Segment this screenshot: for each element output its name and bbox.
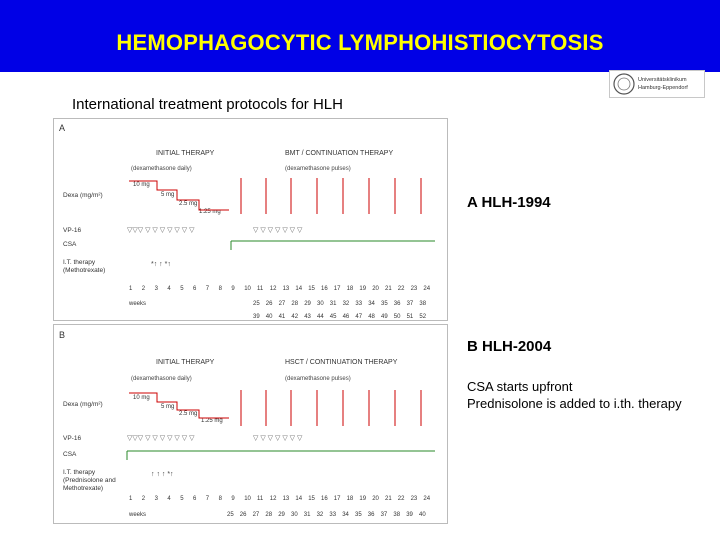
panel-a-row-it: I.T. therapy [63, 259, 96, 266]
week-number: 13 [282, 496, 290, 502]
week-number: 12 [269, 286, 277, 292]
week-number: 18 [346, 496, 354, 502]
week-number: 1 [129, 496, 133, 502]
panel-a-row-csa: CSA [63, 241, 77, 248]
protocol-label-a: A HLH-1994 [467, 194, 551, 211]
week-number: 37 [406, 301, 414, 307]
panel-b-row-it-sub1: (Prednisolone and [63, 477, 116, 484]
protocol-figure [53, 118, 449, 524]
panel-b-letter: B [59, 330, 66, 340]
week-number: 2 [141, 286, 146, 292]
week-number: 21 [385, 496, 392, 502]
week-number: 32 [342, 301, 350, 307]
panel-b-dose-1-25: 1.25 mg [201, 418, 223, 424]
note-prednisolone: Prednisolone is added to i.th. therapy [467, 396, 682, 411]
week-number: 14 [295, 496, 303, 502]
week-number: 30 [291, 512, 298, 518]
panel-b-maintenance-sub: (dexamethasone pulses) [285, 376, 351, 382]
week-number: 49 [381, 314, 388, 320]
panel-a-initial-phase: INITIAL THERAPY [156, 150, 215, 157]
week-number: 16 [321, 496, 328, 502]
week-number: 47 [355, 314, 363, 320]
panel-a-weeks-label: weeks [129, 301, 147, 307]
week-number: 29 [304, 301, 311, 307]
panel-b-row-csa: CSA [63, 451, 77, 458]
panel-b-dose-10: 10 mg [133, 395, 150, 401]
week-number: 14 [295, 286, 303, 292]
panel-b-initial-sub: (dexamethasone daily) [131, 376, 192, 382]
panel-a-dose-5: 5 mg [161, 192, 175, 198]
week-number: 31 [329, 301, 337, 307]
week-number: 11 [257, 286, 264, 292]
week-number: 48 [368, 314, 375, 320]
panel-a-dose-10: 10 mg [133, 182, 150, 188]
week-number: 26 [265, 301, 273, 307]
week-number: 2 [141, 496, 146, 502]
week-number: 44 [317, 314, 324, 320]
protocol-label-b: B HLH-2004 [467, 338, 552, 355]
week-number: 22 [397, 286, 405, 292]
week-number: 30 [317, 301, 324, 307]
panel-b-it-markers: ↑ ↑ ↑ *↑ [151, 471, 174, 478]
week-number: 33 [355, 301, 363, 307]
week-number: 46 [342, 314, 350, 320]
week-number: 50 [393, 314, 401, 320]
svg-text:▽ ▽ ▽ ▽: ▽ ▽ ▽ ▽ ▽ ▽ ▽ [253, 435, 303, 442]
week-number: 3 [154, 286, 158, 292]
panel-b-row-vp16: VP-16 [63, 435, 82, 442]
week-number: 25 [253, 301, 260, 307]
week-number: 21 [385, 286, 392, 292]
panel-a-maintenance-sub: (dexamethasone pulses) [285, 166, 351, 172]
week-number: 18 [346, 286, 354, 292]
week-number: 20 [372, 286, 379, 292]
week-number: 11 [257, 496, 264, 502]
panel-a-dose-2-5: 2.5 mg [179, 201, 198, 207]
week-number: 16 [321, 286, 328, 292]
week-number: 36 [393, 301, 401, 307]
week-number: 17 [333, 286, 341, 292]
week-number: 6 [193, 496, 197, 502]
week-number: 3 [154, 496, 158, 502]
week-number: 19 [359, 286, 367, 292]
week-number: 7 [205, 496, 210, 502]
week-number: 52 [419, 314, 427, 320]
week-number: 4 [167, 496, 171, 502]
week-number: 10 [244, 286, 251, 292]
week-number: 36 [367, 512, 375, 518]
week-number: 39 [406, 512, 413, 518]
week-number: 17 [333, 496, 341, 502]
panel-a-row-vp16: VP-16 [63, 227, 82, 234]
week-number: 34 [368, 301, 375, 307]
panel-b-initial-phase: INITIAL THERAPY [156, 359, 215, 366]
week-number: 1 [129, 286, 133, 292]
svg-text:▽▽▽ ▽ ▽ ▽ ▽ ▽ ▽ ▽: ▽▽▽ ▽ ▽ ▽ ▽ ▽ ▽ ▽ [127, 435, 195, 442]
week-number: 8 [218, 496, 222, 502]
week-number: 9 [231, 496, 235, 502]
note-csa: CSA starts upfront [467, 379, 573, 394]
logo-text-2: Hamburg-Eppendorf [638, 85, 688, 91]
panel-b-dose-2-5: 2.5 mg [179, 411, 198, 417]
panel-b-row-it-sub2: Methotrexate) [63, 485, 104, 492]
week-number: 40 [419, 512, 426, 518]
week-number: 28 [291, 301, 299, 307]
panel-a-letter: A [59, 123, 66, 133]
week-number: 10 [244, 496, 251, 502]
panel-a-row-it-sub: (Methotrexate) [63, 267, 106, 274]
panel-b-maintenance-phase: HSCT / CONTINUATION THERAPY [285, 359, 398, 366]
week-number: 45 [329, 314, 337, 320]
panel-a-dose-label: Dexa (mg/m²) [63, 192, 103, 199]
panel-b-dose-5: 5 mg [161, 404, 175, 410]
week-number: 35 [355, 512, 362, 518]
week-number: 15 [308, 286, 315, 292]
week-number: 8 [218, 286, 222, 292]
week-number: 27 [278, 301, 286, 307]
week-number: 24 [423, 496, 431, 502]
panel-a-it-markers: *↑ ↑ *↑ [151, 261, 171, 268]
week-number: 13 [282, 286, 290, 292]
week-number: 38 [393, 512, 401, 518]
week-number: 38 [419, 301, 427, 307]
week-number: 4 [167, 286, 171, 292]
week-number: 22 [397, 496, 405, 502]
week-number: 42 [291, 314, 299, 320]
week-number: 31 [303, 512, 311, 518]
panel-a-dose-1-25: 1.25 mg [199, 209, 221, 215]
panel-a-initial-sub: (dexamethasone daily) [131, 166, 192, 172]
week-number: 43 [304, 314, 311, 320]
week-number: 9 [231, 286, 235, 292]
svg-text:▽ ▽ ▽ ▽: ▽ ▽ ▽ ▽ ▽ ▽ ▽ [253, 227, 303, 234]
week-number: 27 [252, 512, 260, 518]
week-number: 37 [380, 512, 388, 518]
panel-a-maintenance-phase: BMT / CONTINUATION THERAPY [285, 150, 394, 157]
week-number: 40 [265, 314, 273, 320]
week-number: 34 [342, 512, 349, 518]
svg-text:▽▽▽ ▽ ▽ ▽ ▽ ▽ ▽ ▽: ▽▽▽ ▽ ▽ ▽ ▽ ▽ ▽ ▽ [127, 227, 195, 234]
week-number: 23 [410, 496, 418, 502]
week-number: 39 [253, 314, 260, 320]
week-number: 23 [410, 286, 418, 292]
week-number: 6 [193, 286, 197, 292]
week-number: 25 [227, 512, 234, 518]
slide-title: HEMOPHAGOCYTIC LYMPHOHISTIOCYTOSIS [116, 30, 604, 55]
week-number: 51 [406, 314, 414, 320]
panel-b-frame [54, 325, 448, 524]
week-number: 35 [381, 301, 388, 307]
logo-text-1: Universitätsklinikum [638, 77, 687, 83]
panel-b-weeks-label: weeks [129, 512, 147, 518]
week-number: 20 [372, 496, 379, 502]
week-number: 28 [265, 512, 273, 518]
university-logo [609, 70, 705, 98]
week-number: 19 [359, 496, 367, 502]
week-number: 29 [278, 512, 285, 518]
panel-b-dose-label: Dexa (mg/m²) [63, 401, 103, 408]
panel-b-row-it: I.T. therapy [63, 469, 96, 476]
week-number: 32 [316, 512, 324, 518]
slide-subtitle: International treatment protocols for HLH [72, 96, 343, 113]
week-number: 12 [269, 496, 277, 502]
week-number: 5 [180, 286, 184, 292]
week-number: 41 [278, 314, 286, 320]
week-number: 15 [308, 496, 315, 502]
week-number: 24 [423, 286, 431, 292]
week-number: 33 [329, 512, 337, 518]
week-number: 5 [180, 496, 184, 502]
week-number: 7 [205, 286, 210, 292]
week-number: 26 [239, 512, 247, 518]
